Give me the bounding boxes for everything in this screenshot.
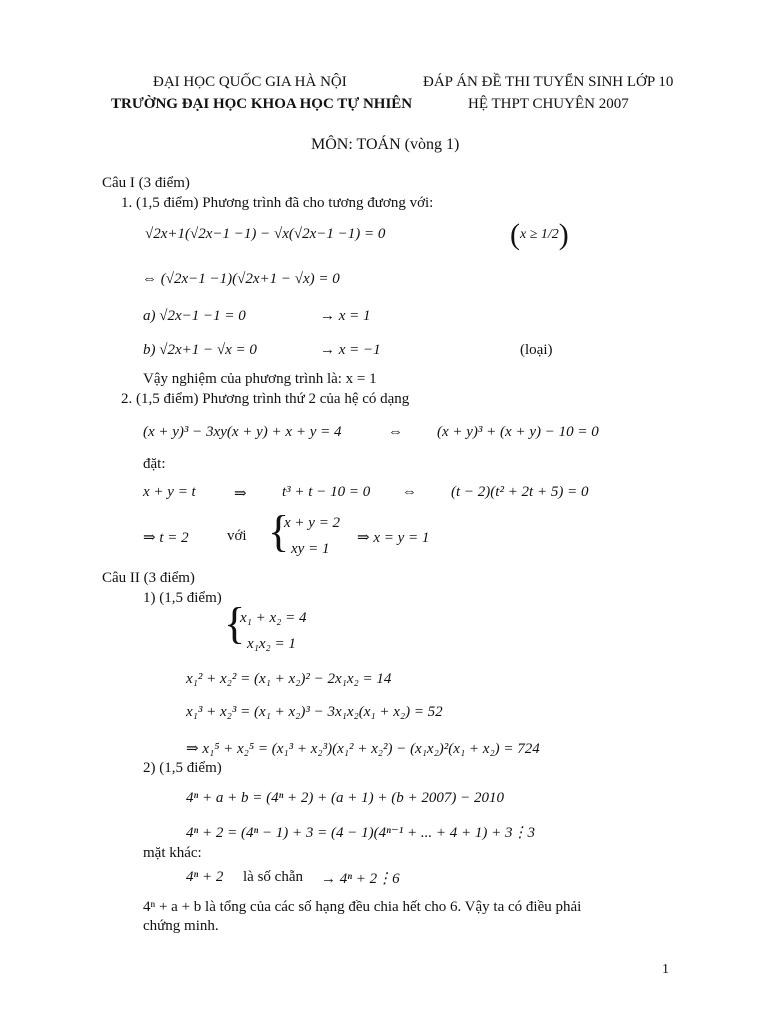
header-university: ĐẠI HỌC QUỐC GIA HÀ NỘI [153,74,347,90]
q1-set: đặt: [143,456,166,472]
q2-moreover: mặt khác: [143,845,202,861]
header-school: TRƯỜNG ĐẠI HỌC KHOA HỌC TỰ NHIÊN [111,96,413,112]
q2-part2-intro: 2) (1,5 điểm) [143,760,222,776]
q1-conclusion: Vậy nghiệm của phương trình là: x = 1 [143,371,377,387]
header-program: HỆ THPT CHUYÊN 2007 [468,96,629,112]
q2-eq6-even: là số chẵn [243,869,303,885]
question-2-title: Câu II (3 điểm) [102,570,195,586]
q2-system-line1: x₁ + x₂ = 4 [240,610,307,626]
page-number: 1 [662,962,669,977]
q2-eq-fifth: ⇒ x₁⁵ + x₂⁵ = (x₁³ + x₂³)(x₁² + x₂²) − (x₁x₂)²(x₁ + x₂) = 724 [186,741,540,757]
header-exam-title: ĐÁP ÁN ĐỀ THI TUYỂN SINH LỚP 10 [423,74,674,90]
q1-condition-text: x ≥ 1/2 [520,227,559,243]
q1-eq2: ⇔ (√2x−1 −1)(√2x+1 − √x) = 0 [142,271,340,287]
q1-eq3-equiv: ⇔ [388,424,403,440]
q1-part1-intro: 1. (1,5 điểm) Phương trình đã cho tương đương với: [121,195,434,211]
q1-eq3: (x + y)³ − 3xy(x + y) + x + y = 4 [143,424,342,440]
q2-final-line2: chứng minh. [143,918,219,934]
q2-eq6-divisible-6: → 4ⁿ + 2⋮6 [321,871,400,887]
q1-eq5-t: ⇒ t = 2 [143,530,189,546]
q2-eq-divisible-3: 4ⁿ + 2 = (4ⁿ − 1) + 3 = (4 − 1)(4ⁿ⁻¹ + ... + 4 + 1) + 3⋮3 [186,825,536,841]
q1-case-b-note: (loại) [520,342,553,358]
q2-eq6-expr: 4ⁿ + 2 [186,869,224,885]
q1-system-line1: x + y = 2 [284,515,341,531]
q1-eq4-factor: (t − 2)(t² + 2t + 5) = 0 [451,484,589,500]
q2-eq-cubes: x₁³ + x₂³ = (x₁ + x₂)³ − 3x₁x₂(x₁ + x₂) = 52 [186,704,443,720]
q1-eq4-cubic: t³ + t − 10 = 0 [282,484,371,500]
q1-system-line2: xy = 1 [291,541,330,557]
q1-case-b-result: → x = −1 [320,342,381,358]
q1-system-brace: { [268,507,290,556]
question-1-title: Câu I (3 điểm) [102,175,190,191]
q2-system-line2: x₁x₂ = 1 [247,636,296,652]
q1-eq5-result: ⇒ x = y = 1 [357,530,430,546]
q1-eq3-result: (x + y)³ + (x + y) − 10 = 0 [437,424,599,440]
q2-part1-intro: 1) (1,5 điểm) [143,590,222,606]
q2-final-line1: 4ⁿ + a + b là tổng của các số hạng đều chia hết cho 6. Vậy ta có điều phải [143,899,582,915]
q1-eq4-sub: x + y = t [143,484,196,500]
q1-condition: (x ≥ 1/2) [510,218,569,251]
q1-eq4-equiv: ⇔ [402,484,417,500]
q1-eq1: √2x+1(√2x−1 −1) − √x(√2x−1 −1) = 0 [145,226,386,242]
q1-eq4-implies: ⇒ [234,486,247,502]
q2-system-brace: { [224,599,246,648]
q1-eq5-with: với [227,528,247,544]
subject-title: MÔN: TOÁN (vòng 1) [311,136,460,153]
q1-part2-intro: 2. (1,5 điểm) Phương trình thứ 2 của hệ có dạng [121,391,410,407]
q1-case-a-result: → x = 1 [320,308,371,324]
q1-case-b: b) √2x+1 − √x = 0 [143,342,257,358]
q1-case-a: a) √2x−1 −1 = 0 [143,308,246,324]
q2-eq-squares: x₁² + x₂² = (x₁ + x₂)² − 2x₁x₂ = 14 [186,671,392,687]
q2-eq-decompose: 4ⁿ + a + b = (4ⁿ + 2) + (a + 1) + (b + 2007) − 2010 [186,790,505,806]
